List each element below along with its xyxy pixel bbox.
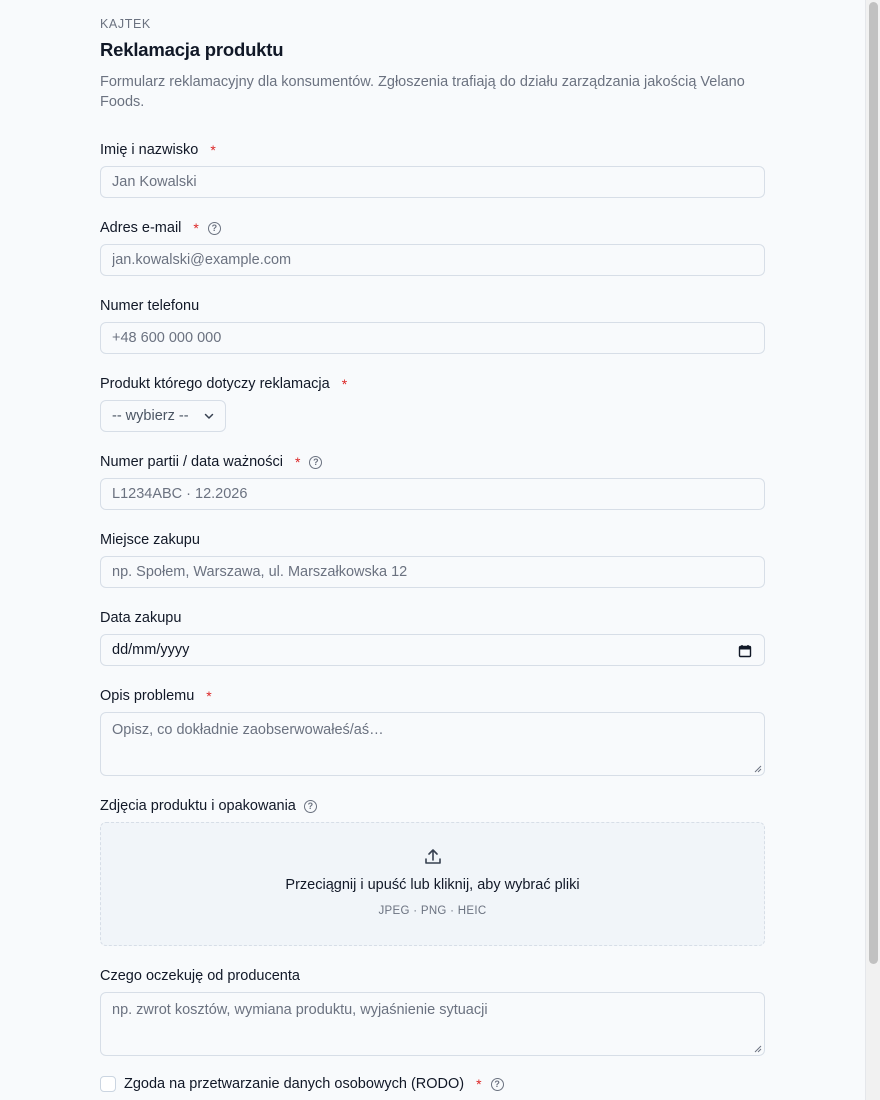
scrollbar[interactable] (865, 0, 880, 1100)
place-input[interactable] (100, 556, 765, 588)
scrollbar-thumb[interactable] (869, 2, 878, 964)
problem-textarea-wrap (100, 712, 765, 776)
name-label: Imię i nazwisko (100, 142, 199, 158)
required-mark: * (210, 142, 216, 158)
date-label: Data zakupu (100, 610, 182, 626)
dropzone-text: Przeciągnij i upuść lub kliknij, aby wybrać pliki (285, 877, 580, 893)
field-name (100, 140, 765, 160)
batch-input[interactable] (100, 478, 765, 510)
field-product (100, 374, 765, 394)
expectation-label: Czego oczekuję od producenta (100, 968, 300, 984)
page-title: Reklamacja produktu (100, 39, 284, 60)
expectation-textarea-wrap (100, 992, 765, 1056)
field-problem (100, 686, 765, 706)
phone-input[interactable] (100, 322, 765, 354)
required-mark: * (294, 454, 301, 470)
help-icon[interactable]: ? (491, 1078, 504, 1091)
calendar-icon[interactable] (738, 644, 752, 658)
phone-label: Numer telefonu (100, 298, 200, 314)
batch-label: Numer partii / data ważności (100, 454, 283, 470)
required-mark: * (341, 376, 348, 392)
email-input[interactable] (100, 244, 765, 276)
product-label: Produkt którego dotyczy reklamacja (100, 376, 330, 392)
name-input[interactable] (100, 166, 765, 198)
form-description: Formularz reklamacyjny dla konsumentów. Zgłoszenia trafiają do działu zarządzania jakością Velano Foods. (100, 74, 745, 110)
consent-checkbox[interactable] (100, 1076, 116, 1092)
problem-label: Opis problemu (100, 688, 195, 704)
field-batch (100, 452, 765, 472)
field-expectation (100, 966, 765, 986)
resize-handle-icon[interactable] (754, 765, 762, 773)
dropzone-formats: JPEG · PNG · HEIC (378, 905, 487, 917)
brand-label: KAJTEK (100, 17, 151, 31)
expectation-textarea[interactable] (100, 992, 765, 1056)
required-mark: * (476, 1076, 482, 1092)
field-date (100, 608, 765, 628)
consent-label[interactable]: Zgoda na przetwarzanie danych osobowych (RODO) (124, 1076, 465, 1092)
help-icon[interactable]: ? (304, 800, 317, 813)
date-input-value: dd/mm/yyyy (112, 642, 190, 658)
help-icon[interactable]: ? (208, 222, 221, 235)
consent-row (100, 1076, 504, 1092)
field-email (100, 218, 765, 238)
upload-icon (423, 847, 443, 867)
field-place (100, 530, 765, 550)
required-mark: * (193, 220, 199, 236)
required-mark: * (206, 688, 212, 704)
product-select-value: -- wybierz -- (112, 408, 189, 424)
problem-textarea[interactable] (100, 712, 765, 776)
product-select[interactable] (100, 400, 226, 432)
chevron-down-icon (203, 410, 215, 422)
field-photos (100, 796, 765, 816)
resize-handle-icon[interactable] (754, 1045, 762, 1053)
photos-label: Zdjęcia produktu i opakowania (100, 798, 296, 814)
date-input[interactable] (100, 634, 765, 666)
field-phone (100, 296, 765, 316)
email-label: Adres e-mail (100, 220, 182, 236)
place-label: Miejsce zakupu (100, 532, 200, 548)
photo-dropzone[interactable] (100, 822, 765, 946)
help-icon[interactable]: ? (309, 456, 322, 469)
